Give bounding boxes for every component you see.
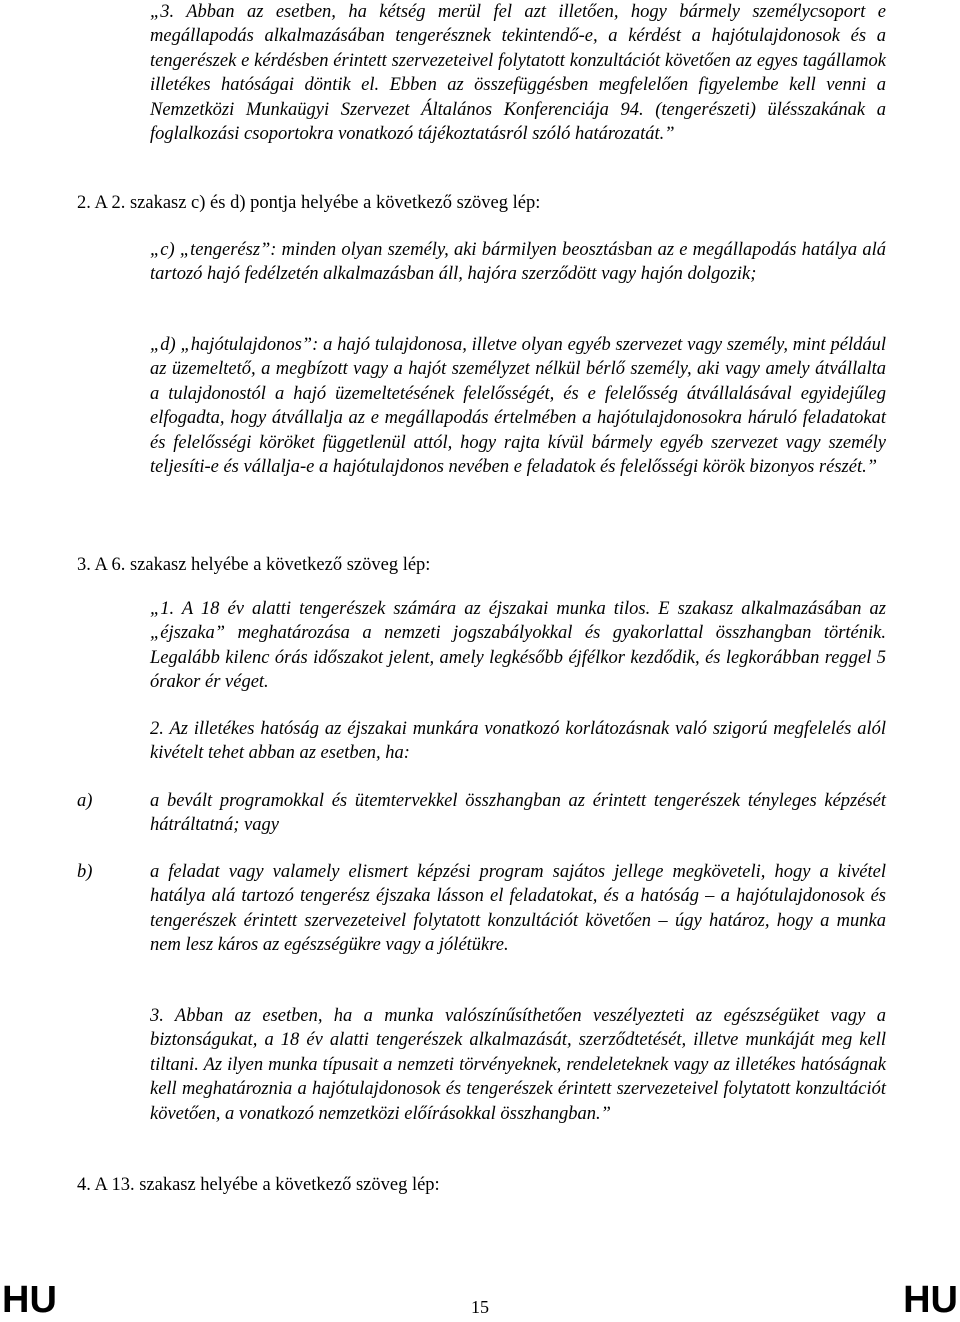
amendment-heading-2: 2. A 2. szakasz c) és d) pontja helyébe a következő szöveg lép:: [77, 193, 541, 213]
list-item-a: a bevált programokkal és ütemtervekkel összhangban az érintett tengerészek tényleges képzését hátráltatná; vagy: [150, 791, 886, 836]
list-label-b: b): [77, 862, 93, 882]
paragraph-section-3-definition: „3. Abban az esetben, ha kétség merül fel azt illetően, hogy bármely személycsoport e megállapodás alkalmazásában tengerésznek tekintendő-e, a kérdést a hajótulajdonosok és a tengerészek e kérdésben érintett szervezeteivel folytatott konzultációt követően az egyes tagállamok illetékes hatóságai döntik el. Ebben az összefüggésben megfelelően figyelembe kell venni a Nemzetközi Munkaügyi Szervezet Általános Konferenciája 94. (tengerészeti) ülésszakának a foglalkozási csoportokra vonatkozó tájékoztatásról szóló határozatát.”: [150, 2, 886, 145]
list-item-b: a feladat vagy valamely elismert képzési program sajátos jellege megköveteli, hogy a kivétel hatálya alá tartozó tengerész éjszaka lásson el feladatokat, és a hatóság – a hajótulajdonosok és tengerészek érintett szervezeteivel folytatott konzultációt követően – úgy határoz, hogy a munka nem lesz káros az egészségükre vagy a jólétükre.: [150, 862, 886, 956]
paragraph-section-6-point-3: 3. Abban az esetben, ha a munka valószínűsíthetően veszélyezteti az egészségüket vagy a biztonságukat, a 18 év alatti tengerészek alkalmazását, szerződtetését, illetve munkáját meg kell tiltani. Az ilyen munka típusait a nemzeti törvényeknek, rendeleteknek vagy az illetékes hatóságnak kell meghatároznia a hajótulajdonosok és tengerészek érintett szervezeteivel folytatott konzultációt követően, a vonatkozó nemzetközi előírásokkal összhangban.”: [150, 1006, 886, 1124]
footer-language-code-left: HU: [2, 1279, 57, 1321]
footer-language-code-right: HU: [903, 1279, 958, 1321]
paragraph-point-d-shipowner: „d) „hajótulajdonos”: a hajó tulajdonosa, illetve olyan egyéb szervezet vagy személy, mint például az üzemeltető, a megbízott vagy a hajót személyzet nélkül bérlő személy, aki vagy amely átvállalta a tulajdonostól a hajó üzemeltetésének felelősségét, és e felelősség átvállalásával egyidejűleg elfogadta, hogy átvállalja az e megállapodás értelmében a hajótulajdonosokra háruló feladatokat és felelősségi köröket függetlenül attól, hogy rajta kívül bármely egyéb szervezet vagy személy teljesíti-e és vállalja-e a hajótulajdonos nevében e feladatok és felelősségi körök bizonyos részét.”: [150, 335, 886, 478]
amendment-heading-3: 3. A 6. szakasz helyébe a következő szöveg lép:: [77, 555, 431, 575]
paragraph-section-6-point-2: 2. Az illetékes hatóság az éjszakai munkára vonatkozó korlátozásnak való szigorú megfelelés alól kivételt tehet abban az esetben, ha:: [150, 719, 886, 764]
paragraph-point-c-seafarer: „c) „tengerész”: minden olyan személy, aki bármilyen beosztásban az e megállapodás hatálya alá tartozó hajó fedélzetén alkalmazásban áll, hajóra szerződött vagy hajón dolgozik;: [150, 240, 886, 285]
page-number: 15: [471, 1297, 489, 1317]
paragraph-section-6-point-1: „1. A 18 év alatti tengerészek számára az éjszakai munka tilos. E szakasz alkalmazásában az „éjszaka” meghatározása a nemzeti jogszabályokkal és gyakorlattal összhangban történik. Legalább kilenc órás időszakot jelent, amely legkésőbb éjfélkor kezdődik, és legkorábban reggel 5 órakor ér véget.: [150, 599, 886, 693]
list-label-a: a): [77, 791, 93, 811]
amendment-heading-4: 4. A 13. szakasz helyébe a következő szöveg lép:: [77, 1175, 440, 1195]
